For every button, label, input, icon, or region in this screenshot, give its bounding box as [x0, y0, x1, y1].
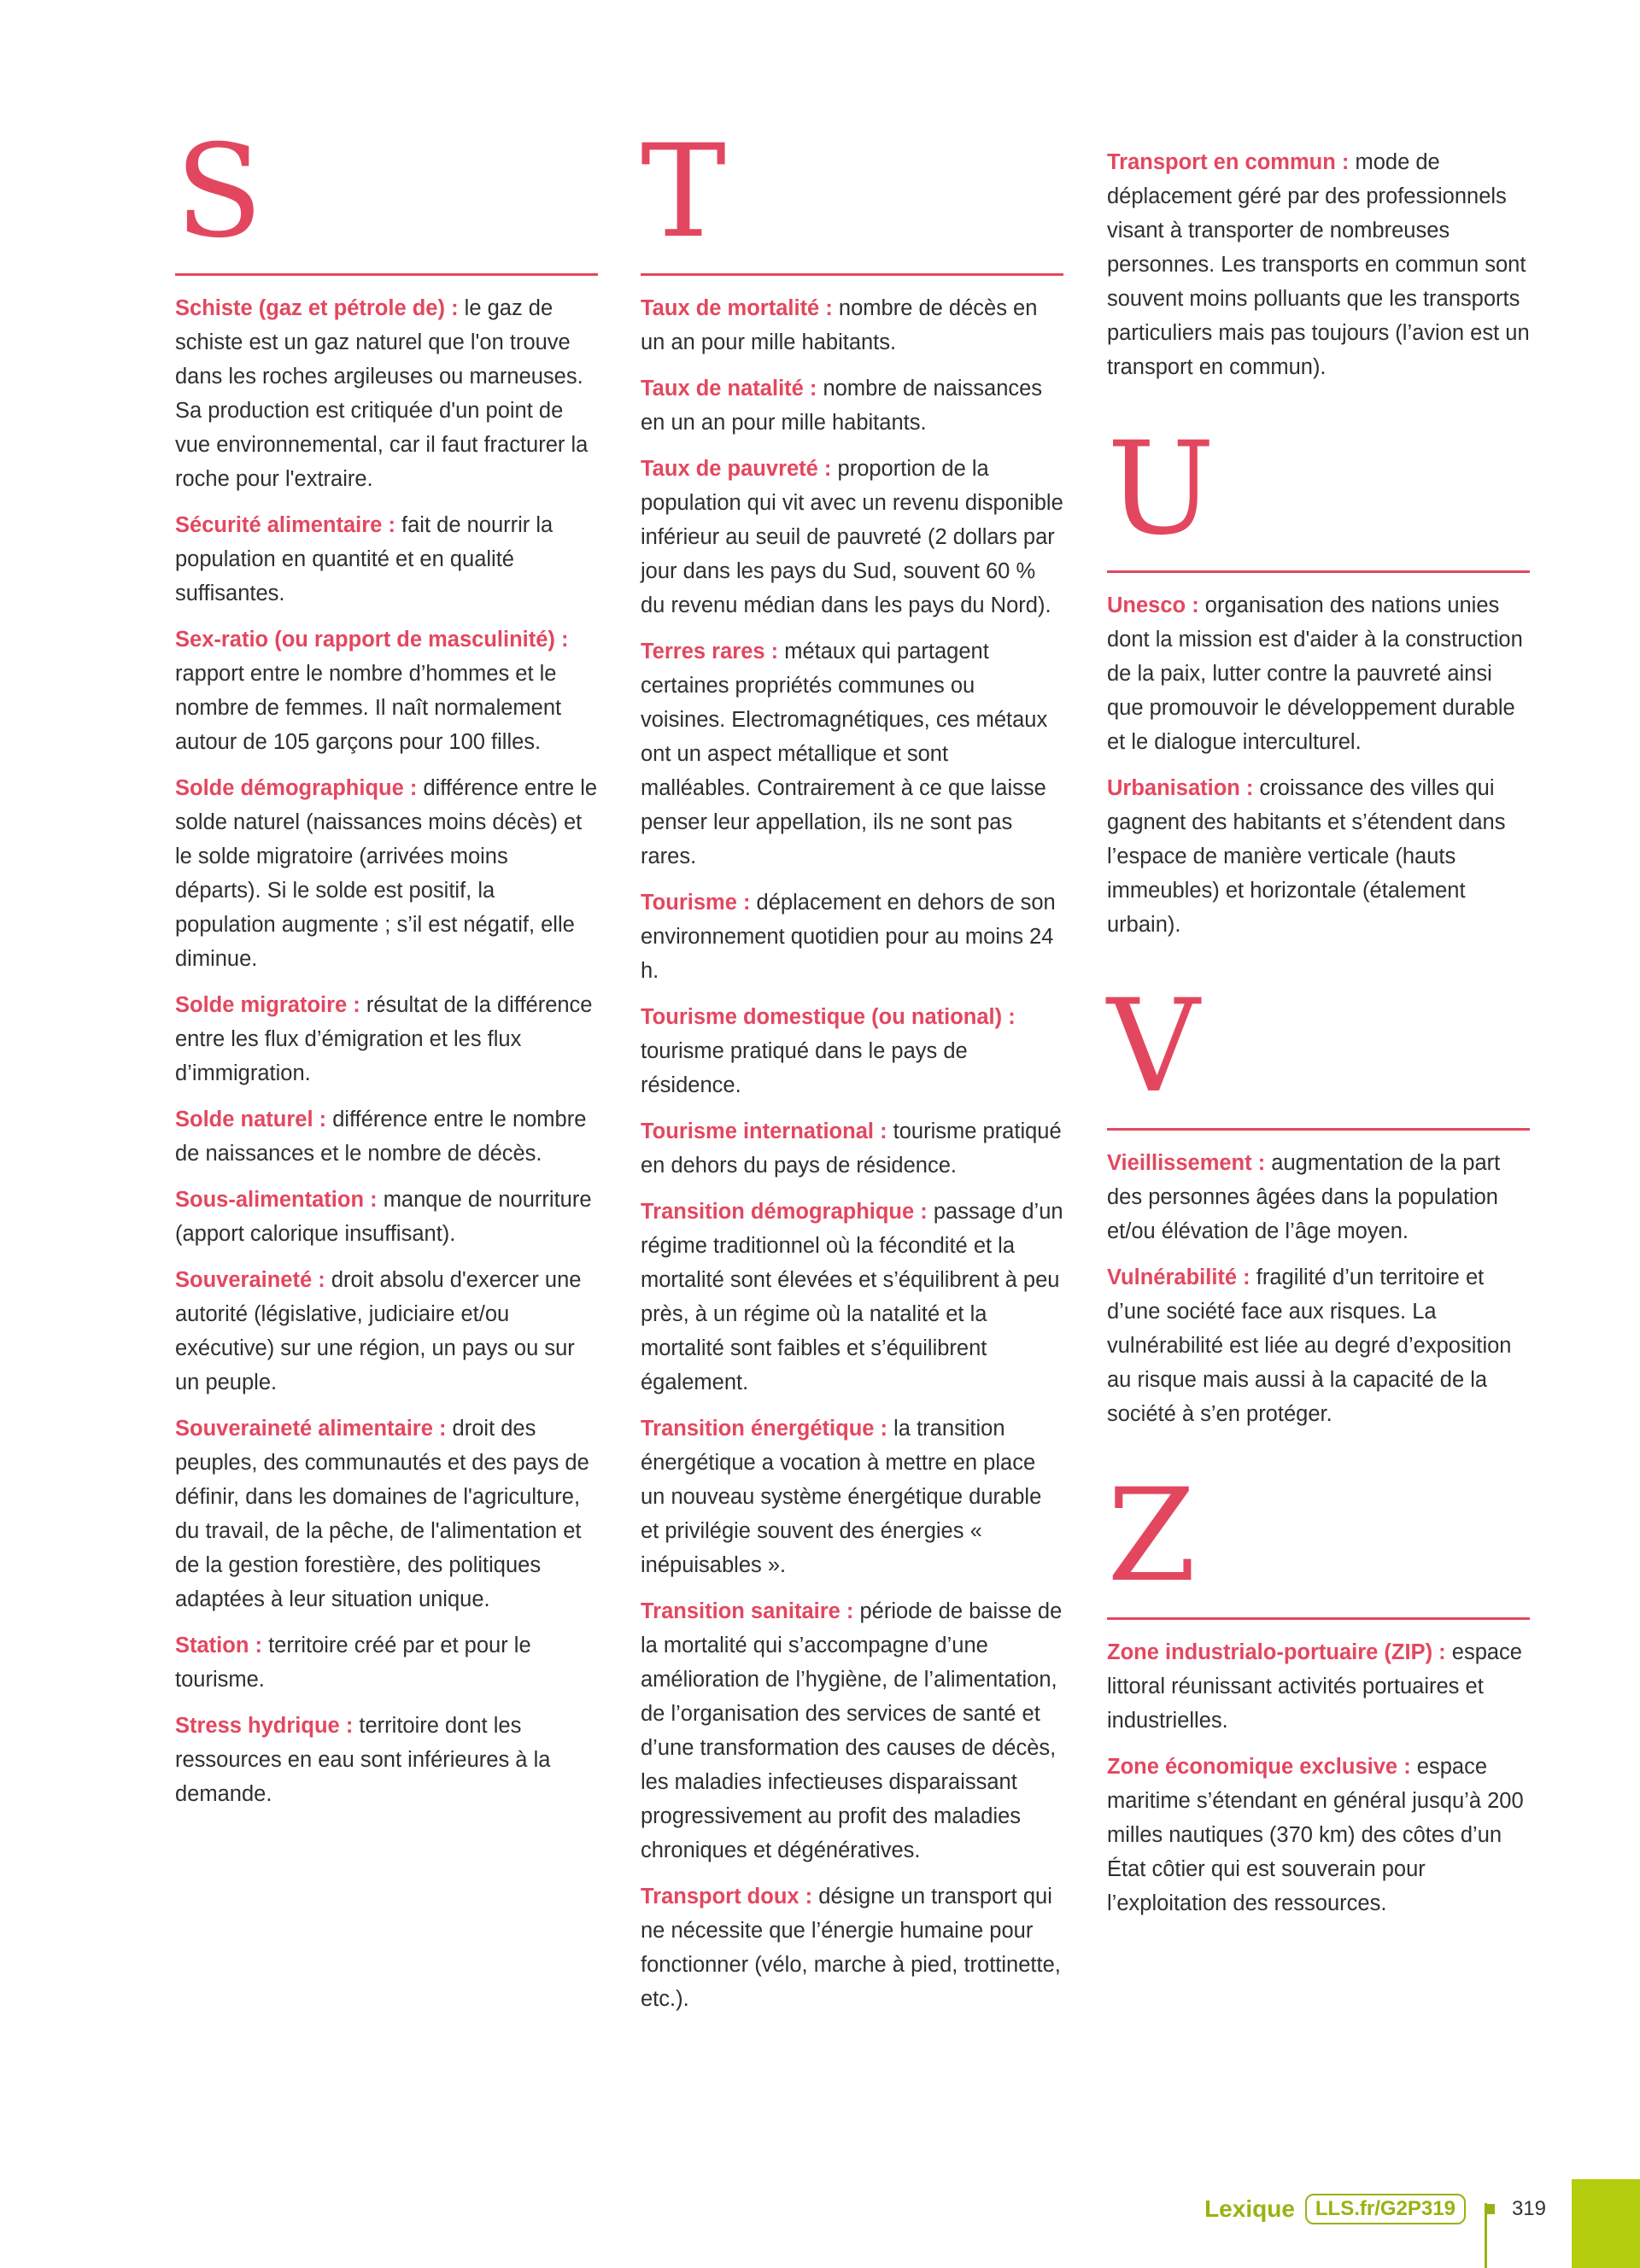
section-rule — [1107, 1128, 1530, 1131]
glossary-definition: croissance des villes qui gagnent des habitants et s’étendent dans l’espace de manière verticale (hauts immeubles) et horizontale (étalement urbain). — [1107, 776, 1506, 937]
glossary-term: Taux de mortalité : — [641, 296, 833, 320]
glossary-definition: mode de déplacement géré par des professionnels visant à transporter de nombreuses personnes. Les transports en commun sont souvent moins polluants que les transports particuliers mais pas toujours (l’avion est un transport en commun). — [1107, 150, 1530, 379]
section-letter: U — [1107, 415, 1215, 564]
corner-green-block — [1572, 2179, 1640, 2268]
glossary-term: Taux de pauvreté : — [641, 457, 832, 481]
glossary-section — [1107, 973, 1530, 1431]
footer — [1204, 2179, 1572, 2239]
glossary-entry — [175, 1628, 598, 1697]
glossary-section — [641, 118, 1063, 2016]
glossary-term: Taux de natalité : — [641, 377, 817, 400]
glossary-definition: tourisme pratiqué en dehors du pays de résidence. — [641, 1119, 1062, 1178]
glossary-definition: tourisme pratiqué dans le pays de résidence. — [641, 1039, 968, 1097]
glossary-definition: différence entre le nombre de naissances et le nombre de décès. — [175, 1108, 587, 1166]
glossary-entry — [175, 1263, 598, 1400]
glossary-term: Solde naturel : — [175, 1108, 327, 1131]
glossary-definition: droit absolu d'exercer une autorité (législative, judiciaire et/ou exécutive) sur une région, un pays ou sur un peuple. — [175, 1268, 582, 1394]
column-1 — [175, 118, 598, 1852]
section-letter: T — [641, 118, 727, 266]
glossary-definition: le gaz de schiste est un gaz naturel que l'on trouve dans les roches argileuses ou marneuses. Sa production est critiquée d'un point de vue environnemental, car il faut fracturer la roche pour l'extraire. — [175, 296, 589, 491]
glossary-definition: fait de nourrir la population en quantité et en qualité suffisantes. — [175, 513, 554, 605]
glossary-entry — [1107, 1635, 1530, 1738]
glossary-definition: rapport entre le nombre d’hommes et le nombre de femmes. Il naît normalement autour de 105 garçons pour 100 filles. — [175, 662, 562, 754]
section-rule — [1107, 1617, 1530, 1620]
glossary-entry — [641, 1594, 1063, 1868]
glossary-definition: désigne un transport qui ne nécessite que l’énergie humaine pour fonctionner (vélo, marche à pied, trottinette, etc.). — [641, 1885, 1061, 2011]
glossary-section — [1107, 1462, 1530, 1920]
glossary-entry — [641, 1879, 1063, 2016]
glossary-definition: déplacement en dehors de son environnement quotidien pour au moins 24 h. — [641, 891, 1056, 983]
glossary-entry — [1107, 588, 1530, 759]
glossary-term: Transport en commun : — [1107, 150, 1350, 174]
glossary-definition: territoire dont les ressources en eau sont inférieures à la demande. — [175, 1714, 551, 1806]
glossary-entry — [641, 634, 1063, 874]
glossary-term: Souveraineté : — [175, 1268, 325, 1292]
section-rule — [1107, 570, 1530, 573]
glossary-definition: période de baisse de la mortalité qui s’accompagne d’une amélioration de l’hygiène, de l’alimentation, de l’organisation des services de santé et d’une transformation des causes de décès, les maladies infectieuses disparaissant progressivement au profit des maladies chroniques et dégénératives. — [641, 1599, 1063, 1862]
column-2 — [641, 118, 1063, 2057]
glossary-definition: la transition énergétique a vocation à mettre en place un nouveau système énergétique durable et privilégie souvent des énergies « inépuisables ». — [641, 1417, 1042, 1577]
glossary-entry — [641, 1114, 1063, 1183]
section-letter: S — [175, 118, 263, 266]
glossary-entry — [175, 291, 598, 496]
glossary-definition: manque de nourriture (apport calorique insuffisant). — [175, 1188, 592, 1246]
glossary-definition: droit des peuples, des communautés et des pays de définir, dans les domaines de l'agriculture, du travail, de la pêche, de l'alimentation et de la gestion forestière, des politiques adaptées à leur situation unique. — [175, 1417, 589, 1611]
glossary-entry — [175, 623, 598, 759]
glossary-entry — [1107, 145, 1530, 384]
glossary-term: Sous-alimentation : — [175, 1188, 378, 1212]
glossary-section — [1107, 415, 1530, 942]
glossary-entry — [175, 1102, 598, 1171]
footer-section-label: Lexique — [1204, 2195, 1295, 2222]
glossary-entry — [175, 771, 598, 976]
glossary-entry — [175, 508, 598, 611]
glossary-definition: espace maritime s’étendant en général jusqu’à 200 milles nautiques (370 km) des côtes d’un État côtier qui est souverain pour l’exploitation des ressources. — [1107, 1755, 1524, 1915]
section-letter: Z — [1107, 1462, 1197, 1610]
glossary-definition: augmentation de la part des personnes âgées dans la population et/ou élévation de l’âge moyen. — [1107, 1151, 1501, 1243]
glossary-definition: fragilité d’un territoire et d’une société face aux risques. La vulnérabilité est liée au degré d’exposition au risque mais aussi à la capacité de la société à s’en protéger. — [1107, 1266, 1512, 1426]
glossary-definition: organisation des nations unies dont la mission est d'aider à la construction de la paix, lutter contre la pauvreté ainsi que promouvoir le développement durable et le dialogue interculturel. — [1107, 593, 1523, 754]
glossary-definition: passage d’un régime traditionnel où la fécondité et la mortalité sont élevées et s’équilibrent à peu près, à un régime où la natalité et la mortalité sont faibles et s’équilibrent également. — [641, 1200, 1063, 1394]
section-rule — [641, 273, 1063, 276]
glossary-term: Tourisme international : — [641, 1119, 887, 1143]
glossary-definition: résultat de la différence entre les flux d’émigration et les flux d’immigration. — [175, 993, 593, 1085]
glossary-term: Terres rares : — [641, 640, 779, 663]
glossary-term: Sécurité alimentaire : — [175, 513, 395, 537]
glossary-term: Vulnérabilité : — [1107, 1266, 1250, 1289]
glossary-section — [175, 118, 598, 1811]
glossary-definition: nombre de décès en un an pour mille habitants. — [641, 296, 1038, 354]
glossary-term: Transition énergétique : — [641, 1417, 888, 1441]
glossary-entry — [1107, 1146, 1530, 1248]
section-letter: V — [1107, 973, 1200, 1121]
glossary-definition: espace littoral réunissant activités portuaires et industrielles. — [1107, 1640, 1522, 1733]
glossary-term: Solde migratoire : — [175, 993, 360, 1017]
column-3 — [1107, 145, 1530, 1961]
glossary-term: Schiste (gaz et pétrole de) : — [175, 296, 459, 320]
glossary-term: Unesco : — [1107, 593, 1199, 617]
glossary-definition: proportion de la population qui vit avec un revenu disponible inférieur au seuil de pauvreté (2 dollars par jour dans les pays du Sud, souvent 60 % du revenu médian dans les pays du Nord). — [641, 457, 1063, 617]
glossary-entry — [175, 1183, 598, 1251]
footer-square-icon — [1485, 2204, 1495, 2214]
page-number: 319 — [1511, 2197, 1546, 2220]
glossary-term: Tourisme domestique (ou national) : — [641, 1005, 1016, 1029]
glossary-entry — [641, 291, 1063, 359]
glossary-entry — [641, 1000, 1063, 1102]
glossary-term: Tourisme : — [641, 891, 751, 915]
glossary-entry — [175, 1412, 598, 1616]
glossary-term: Souveraineté alimentaire : — [175, 1417, 447, 1441]
glossary-entry — [641, 1195, 1063, 1400]
glossary-term: Sex-ratio (ou rapport de masculinité) : — [175, 628, 569, 652]
glossary-section — [1107, 145, 1530, 384]
glossary-term: Zone économique exclusive : — [1107, 1755, 1411, 1779]
glossary-definition: territoire créé par et pour le tourisme. — [175, 1634, 531, 1692]
glossary-entry — [175, 988, 598, 1090]
glossary-definition: nombre de naissances en un an pour mille habitants. — [641, 377, 1043, 435]
glossary-definition: différence entre le solde naturel (naissances moins décès) et le solde migratoire (arrivées moins départs). Si le solde est positif, la population augmente ; s’il est négatif, elle diminue. — [175, 776, 598, 971]
glossary-entry — [641, 1412, 1063, 1582]
glossary-term: Solde démographique : — [175, 776, 418, 800]
glossary-entry — [641, 371, 1063, 440]
glossary-entry — [1107, 1260, 1530, 1431]
glossary-term: Vieillissement : — [1107, 1151, 1266, 1175]
glossary-entry — [641, 452, 1063, 623]
glossary-term: Station : — [175, 1634, 262, 1657]
glossary-term: Stress hydrique : — [175, 1714, 354, 1738]
glossary-term: Transition sanitaire : — [641, 1599, 854, 1623]
glossary-definition: métaux qui partagent certaines propriétés communes ou voisines. Electromagnétiques, ces métaux ont un aspect métallique et sont malléables. Contrairement à ce que laisse penser leur appellation, ils ne sont pas rares. — [641, 640, 1048, 868]
section-rule — [175, 273, 598, 276]
glossary-term: Transition démographique : — [641, 1200, 928, 1224]
glossary-entry — [641, 886, 1063, 988]
footer-link[interactable]: LLS.fr/G2P319 — [1305, 2194, 1466, 2224]
glossary-entry — [175, 1709, 598, 1811]
glossary-term: Transport doux : — [641, 1885, 813, 1909]
glossary-entry — [1107, 1750, 1530, 1920]
glossary-term: Urbanisation : — [1107, 776, 1254, 800]
glossary-term: Zone industrialo-portuaire (ZIP) : — [1107, 1640, 1446, 1664]
glossary-entry — [1107, 771, 1530, 942]
